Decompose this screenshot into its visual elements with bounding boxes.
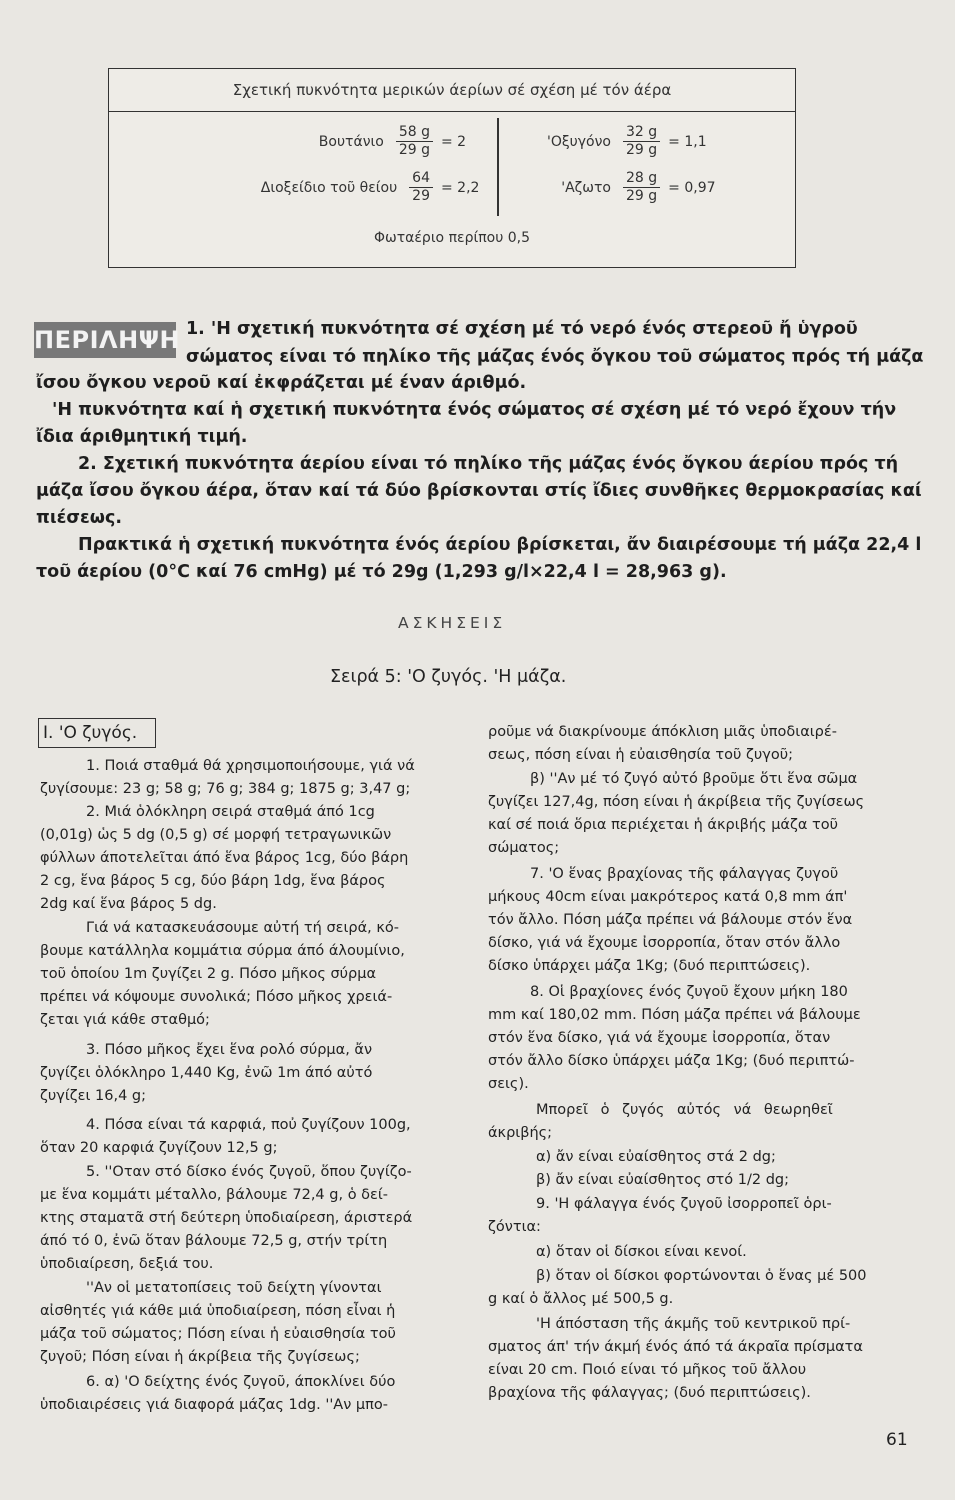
text-line: β) ''Αν μέ τό ζυγό αὐτό βροῦμε ὅτι ἕνα σῶμα <box>530 771 858 787</box>
text-line: ζόντια: <box>488 1219 541 1235</box>
text-line: β) ὅταν οἱ δίσκοι φορτώνονται ὁ ἕνας μέ 500 <box>536 1268 867 1284</box>
text-line: (0,01g) ὡς 5 dg (0,5 g) σέ μορφή τετραγωνικῶν <box>40 827 392 843</box>
section-heading: I. 'Ο ζυγός. <box>38 718 156 748</box>
text-line: άκριβής; <box>488 1125 553 1141</box>
text-line: ζυγοῦ; Πόση είναι ἡ άκρίβεια τῆς ζυγίσεως; <box>40 1349 360 1365</box>
text-line: ὑποδιαιρέσεις γιά διαφορά μάζας 1dg. ''Αν μπο- <box>40 1397 388 1413</box>
density-fraction: $\frac{64}{29}$ <box>409 170 433 205</box>
text-line: ζεται γιά κάθε σταθμό; <box>40 1012 210 1028</box>
text-line: βραχίονα τῆς φάλαγγας; (δυό περιπτώσεις). <box>488 1385 811 1401</box>
text-line: σεως, πόση είναι ἡ εὐαισθησία τοῦ ζυγοῦ; <box>488 747 794 763</box>
text-line: 4. Πόσα είναι τά καρφιά, ποὐ ζυγίζουν 100g, <box>86 1117 411 1133</box>
text-line: mm καί 180,02 mm. Πόση μάζα πρέπει νά βάλουμε <box>488 1007 861 1023</box>
text-line: δίσκο, γιά νά ἔχουμε ἰσορροπία, ὅταν στόν ἄλλο <box>488 935 841 951</box>
gas-label: Βουτάνιο <box>318 133 384 150</box>
gas-label: Διοξείδιο τοῦ θείου <box>260 179 398 196</box>
table-footer: Φωταέριο περίπου 0,5 <box>373 230 531 246</box>
text-line: ζυγίσουμε: 23 g; 58 g; 76 g; 384 g; 1875 g; 3,47 g; <box>40 781 411 797</box>
page-number: 61 <box>886 1430 908 1450</box>
text-line: στόν ἄλλο δίσκο ὑπάρχει μάζα 1Kg; (δυό περιπτώ- <box>488 1053 855 1069</box>
density-result: = 2,2 <box>441 179 480 196</box>
text-line: 3. Πόσο μῆκος ἔχει ἕνα ρολό σύρμα, ἄν <box>86 1042 373 1058</box>
summary-line: Πρακτικά ἡ σχετική πυκνότητα ένός άερίου βρίσκεται, ἄν διαιρέσουμε τή μάζα 22,4 l <box>78 535 922 555</box>
table-row-sulfur-dioxide <box>109 170 489 205</box>
density-result: = 0,97 <box>668 179 716 196</box>
text-line: 2 cg, ἕνα βάρος 5 cg, δύο βάρη 1dg, ἕνα βάρος <box>40 873 386 889</box>
table-body <box>109 112 795 268</box>
text-line: καί σέ ποιά ὅρια περιέχεται ἡ άκριβής μάζα τοῦ <box>488 817 839 833</box>
summary-line: τοῦ άερίου (0°C καί 76 cmHg) μέ τό 29g (1,293 g/l×22,4 l = 28,963 g). <box>36 562 727 582</box>
summary-line: ἴσου ὄγκου νεροῦ καί ἐκφράζεται μέ έναν άριθμό. <box>36 373 527 393</box>
summary-badge: ΠΕΡΙΛΗΨΗ <box>34 322 176 358</box>
summary-line: 'Η πυκνότητα καί ἡ σχετική πυκνότητα ένός σώματος σέ σχέση μέ τό νερό ἔχουν τήν <box>52 400 897 420</box>
text-line: σώματος; <box>488 840 560 856</box>
density-table <box>108 68 796 268</box>
text-line: Γιά νά κατασκευάσουμε αὐτή τή σειρά, κό- <box>86 920 400 936</box>
text-line: είναι 20 cm. Ποιό είναι τό μῆκος τοῦ ἄλλου <box>488 1362 807 1378</box>
text-line: 6. α) 'Ο δείχτης ένός ζυγοῦ, άποκλίνει δύο <box>86 1374 396 1390</box>
text-line: 2. Μιά ὁλόκληρη σειρά σταθμά άπό 1cg <box>86 804 375 820</box>
gas-label: 'Αζωτο <box>561 179 611 196</box>
summary-line: 1. 'Η σχετική πυκνότητα σέ σχέση μέ τό νερό ένός στερεοῦ ἤ ὑγροῦ <box>186 319 858 339</box>
summary-line: σώματος είναι τό πηλίκο τῆς μάζας ένός ὄγκου τοῦ σώματος πρός τή μάζα <box>186 347 924 367</box>
text-line: πρέπει νά κόψουμε συνολικά; Πόσο μῆκος χρειά- <box>40 989 393 1005</box>
text-line: 2dg καί ἕνα βάρος 5 dg. <box>40 896 217 912</box>
density-fraction: $\frac{58 g}{29 g}$ <box>396 124 433 159</box>
table-row-nitrogen <box>509 170 769 205</box>
density-fraction: $\frac{28 g}{29 g}$ <box>623 170 660 205</box>
table-row-oxygen <box>509 124 769 159</box>
text-line: 8. Οἱ βραχίονες ένός ζυγοῦ ἔχουν μήκη 180 <box>530 984 848 1000</box>
text-line: 'Η άπόσταση τῆς άκμῆς τοῦ κεντρικοῦ πρί- <box>536 1316 851 1332</box>
text-line: σματος άπ' τήν άκμή ένός άπό τά άκραῖα πρίσματα <box>488 1339 863 1355</box>
density-result: = 2 <box>441 133 467 150</box>
series-title: Σειρά 5: 'Ο ζυγός. 'Η μάζα. <box>330 667 567 687</box>
text-line: ὅταν 20 καρφιά ζυγίζουν 12,5 g; <box>40 1140 278 1156</box>
table-row-butane <box>109 124 489 159</box>
text-line: μάζα τοῦ σώματος; Πόση είναι ἡ εὐαισθησία τοῦ <box>40 1326 396 1342</box>
text-line: Μπορεῖ ὁ ζυγός αὐτός νά θεωρηθεῖ <box>536 1102 833 1118</box>
text-line: στόν ἕνα δίσκο, γιά νά ἔχουμε ἰσορροπία, ὅταν <box>488 1030 831 1046</box>
text-line: β) ἄν είναι εὐαίσθητος στό 1/2 dg; <box>536 1172 790 1188</box>
text-line: ζυγίζει 16,4 g; <box>40 1088 146 1104</box>
text-line: ροῦμε νά διακρίνουμε άπόκλιση μιᾶς ὑποδιαιρέ- <box>488 724 837 740</box>
summary-line: πιέσεως. <box>36 508 123 528</box>
text-line: 1. Ποιά σταθμά θά χρησιμοποιήσουμε, γιά νά <box>86 758 415 774</box>
text-line: ὑποδιαίρεση, δεξιά του. <box>40 1256 214 1272</box>
summary-line: 2. Σχετική πυκνότητα άερίου είναι τό πηλίκο τῆς μάζας ένός ὄγκου άερίου πρός τή <box>78 454 899 474</box>
text-line: ''Αν οἱ μετατοπίσεις τοῦ δείχτη γίνονται <box>86 1280 382 1296</box>
text-line: α) ἄν είναι εὐαίσθητος στά 2 dg; <box>536 1149 776 1165</box>
text-line: τοῦ ὁποίου 1m ζυγίζει 2 g. Πόσο μῆκος σύρμα <box>40 966 377 982</box>
text-line: με ἕνα κομμάτι μέταλλο, βάλουμε 72,4 g, ὁ δεί- <box>40 1187 389 1203</box>
exercises-title: ΑΣΚΗΣΕΙΣ <box>398 614 507 632</box>
text-line: ζυγίζει 127,4g, πόση είναι ἡ άκρίβεια τῆς ζυγίσεως <box>488 794 865 810</box>
summary-line: μάζα ἴσου ὄγκου άέρα, ὅταν καί τά δύο βρίσκονται στίς ἴδιες συνθῆκες θερμοκρασίας καί <box>36 481 922 501</box>
gas-label: 'Οξυγόνο <box>546 133 611 150</box>
text-line: κτης σταματᾶ στή δεύτερη ὑποδιαίρεση, άριστερά <box>40 1210 413 1226</box>
text-line: φύλλων άποτελεῖται άπό ἕνα βάρος 1cg, δύο βάρη <box>40 850 409 866</box>
text-line: αἰσθητές γιά κάθε μιά ὑποδιαίρεση, πόση εἶναι ἡ <box>40 1303 396 1319</box>
text-line: g καί ὁ ἄλλος μέ 500,5 g. <box>488 1291 674 1307</box>
table-title: Σχετική πυκνότητα μερικών άερίων σέ σχέση μέ τόν άέρα <box>109 69 795 112</box>
table-divider <box>497 118 499 216</box>
text-line: 5. ''Οταν στό δίσκο ένός ζυγοῦ, ὅπου ζυγίζο- <box>86 1164 412 1180</box>
text-line: βουμε κατάλληλα κομμάτια σύρμα άπό άλουμίνιο, <box>40 943 405 959</box>
text-line: δίσκο ὑπάρχει μάζα 1Kg; (δυό περιπτώσεις). <box>488 958 811 974</box>
text-line: άπό τό 0, ἐνῶ ὅταν βάλουμε 72,5 g, στήν τρίτη <box>40 1233 388 1249</box>
text-line: μήκους 40cm είναι μακρότερος κατά 0,8 mm άπ' <box>488 889 848 905</box>
density-fraction: $\frac{32 g}{29 g}$ <box>623 124 660 159</box>
text-line: ζυγίζει ὁλόκληρο 1,440 Kg, ἐνῶ 1m άπό αὐτό <box>40 1065 373 1081</box>
text-line: 7. 'Ο ἕνας βραχίονας τῆς φάλαγγας ζυγοῦ <box>530 866 839 882</box>
text-line: σεις). <box>488 1076 529 1092</box>
text-line: τόν ἄλλο. Πόση μάζα πρέπει νά βάλουμε στόν ἕνα <box>488 912 853 928</box>
text-line: α) ὅταν οἱ δίσκοι είναι κενοί. <box>536 1244 747 1260</box>
density-result: = 1,1 <box>668 133 707 150</box>
summary-line: ἴδια άριθμητική τιμή. <box>36 427 248 447</box>
text-line: 9. 'Η φάλαγγα ένός ζυγοῦ ἰσορροπεῖ ὁρι- <box>536 1196 832 1212</box>
